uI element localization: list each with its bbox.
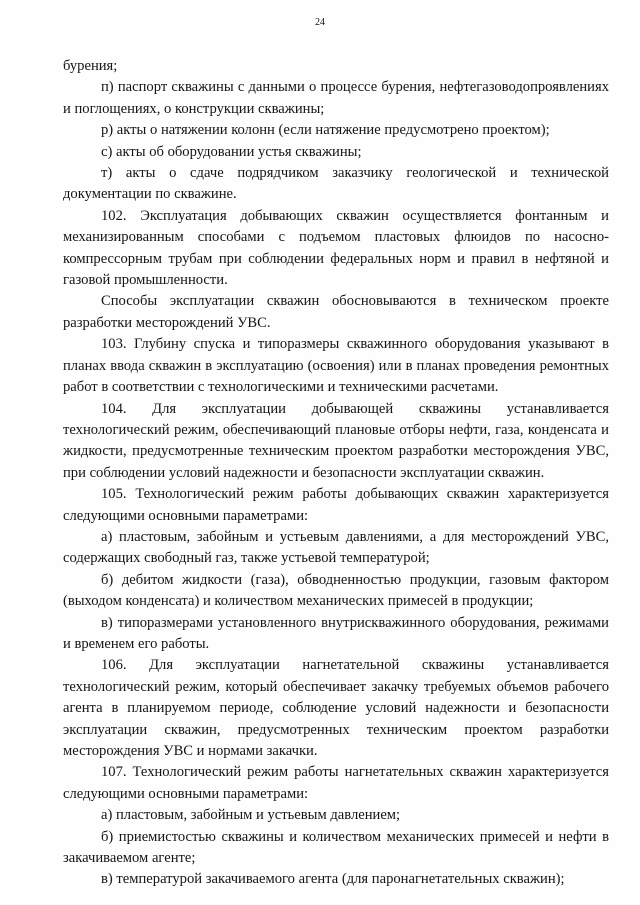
clause-105-item-a: а) пластовым, забойным и устьевым давлениями, а для месторождений УВС, содержащих свободный газ, также устьевой температурой; bbox=[63, 528, 609, 567]
clause-106: 106. Для эксплуатации нагнетательной скважины устанавливается технологический режим, который обеспечивает закачку требуемых объемов рабочего агента в планируемом периоде, соблюдение условий надежности и безопасности эксплуатации скважин, предусмотренных техническим проектом разработки месторождения УВС и нормами закачки. bbox=[63, 657, 609, 759]
list-item-t-documentation-acts: т) акты о сдаче подрядчиком заказчику геологической и технической документации по скважине. bbox=[63, 165, 609, 203]
clause-107-item-v: в) температурой закачиваемого агента (для паронагнетательных скважин); bbox=[101, 871, 565, 888]
clause-107-item-a: а) пластовым, забойным и устьевым давлением; bbox=[101, 807, 401, 824]
page-number: 24 bbox=[315, 17, 325, 28]
list-item-p-passport: п) паспорт скважины с данными о процессе бурения, нефтегазоводопроявлениях и поглощениях, о конструкции скважины; bbox=[63, 79, 609, 117]
clause-105: 105. Технологический режим работы добывающих скважин характеризуется следующими основными параметрами: bbox=[63, 486, 609, 524]
clause-105-item-v: в) типоразмерами установленного внутрискважинного оборудования, режимами и временем его работы. bbox=[63, 614, 609, 652]
paragraph-continuation: бурения; bbox=[63, 58, 118, 74]
list-item-s-wellhead-acts: с) акты об оборудовании устья скважины; bbox=[101, 143, 362, 160]
clause-107-item-b: б) приемистостью скважины и количеством механических примесей и нефти в закачиваемом агенте; bbox=[63, 828, 609, 867]
clause-102: 102. Эксплуатация добывающих скважин осуществляется фонтанным и механизированным способами с подъемом пластовых флюидов по насосно-компрессорным трубам при соблюдении федеральных норм и правил в нефтяной и газовой промышленности. bbox=[63, 207, 609, 289]
clause-102-methods: Способы эксплуатации скважин обосновываются в техническом проекте разработки месторождений УВС. bbox=[63, 293, 609, 331]
clause-105-item-b: б) дебитом жидкости (газа), обводненностью продукции, газовым фактором (выходом конденсата) и количеством механических примесей в продукции; bbox=[63, 571, 609, 610]
clause-104: 104. Для эксплуатации добывающей скважины устанавливается технологический режим, обеспечивающий плановые отборы нефти, газа, конденсата и жидкости, предусмотренные техническим проектом разработки месторождения УВС, при соблюдении условий надежности и безопасности эксплуатации скважин. bbox=[63, 400, 609, 481]
clause-107: 107. Технологический режим работы нагнетательных скважин характеризуется следующими основными параметрами: bbox=[63, 764, 609, 802]
list-item-r-tension-acts: р) акты о натяжении колонн (если натяжение предусмотрено проектом); bbox=[101, 122, 550, 139]
document-body bbox=[63, 56, 609, 891]
clause-103: 103. Глубину спуска и типоразмеры скважинного оборудования указывают в планах ввода скважин в эксплуатацию (освоения) или в планах проведения ремонтных работ в соответствии с технологическими и техническими расчетами. bbox=[63, 336, 609, 396]
